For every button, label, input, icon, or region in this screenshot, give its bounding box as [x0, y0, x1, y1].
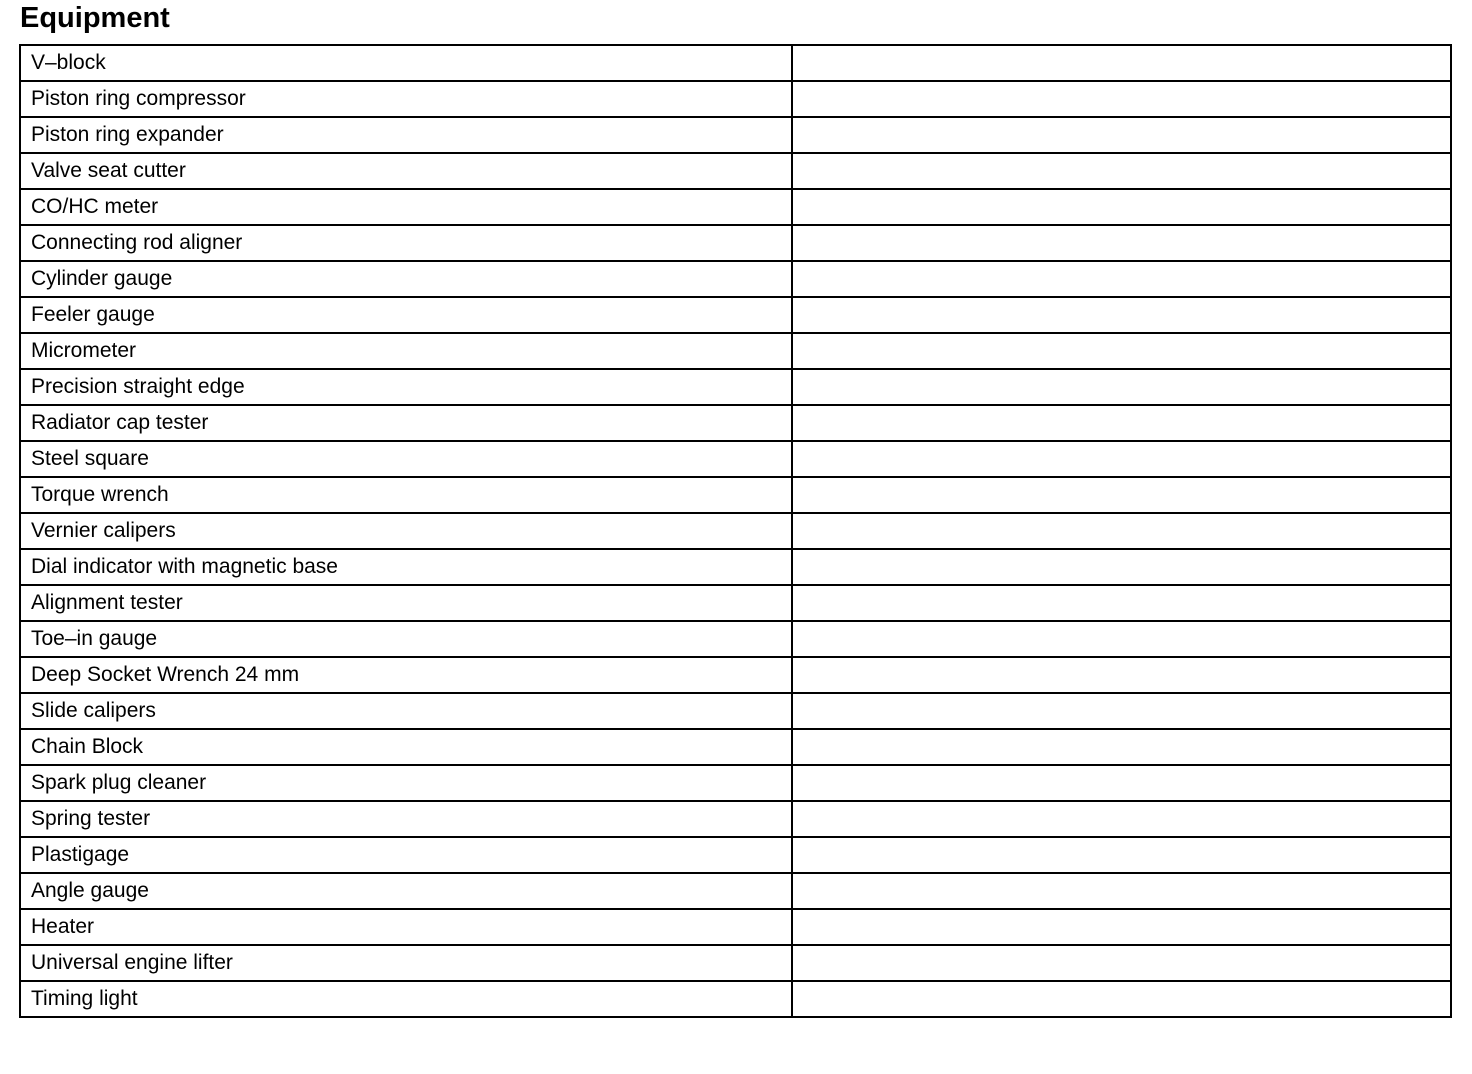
table-row — [20, 45, 1451, 81]
empty-cell — [792, 621, 1451, 657]
equipment-name-cell: V–block — [20, 45, 792, 81]
equipment-table-body — [20, 45, 1451, 1017]
table-row — [20, 873, 1451, 909]
table-row — [20, 621, 1451, 657]
table-row — [20, 261, 1451, 297]
equipment-name-cell: Timing light — [20, 981, 792, 1017]
equipment-name-cell: Radiator cap tester — [20, 405, 792, 441]
empty-cell — [792, 477, 1451, 513]
table-row — [20, 549, 1451, 585]
equipment-name-cell: Piston ring expander — [20, 117, 792, 153]
table-row — [20, 657, 1451, 693]
empty-cell — [792, 837, 1451, 873]
equipment-name-cell: Steel square — [20, 441, 792, 477]
equipment-name-cell: Universal engine lifter — [20, 945, 792, 981]
equipment-name-cell: Vernier calipers — [20, 513, 792, 549]
table-row — [20, 513, 1451, 549]
equipment-name-cell: CO/HC meter — [20, 189, 792, 225]
table-row — [20, 441, 1451, 477]
table-row — [20, 981, 1451, 1017]
empty-cell — [792, 261, 1451, 297]
table-row — [20, 189, 1451, 225]
table-row — [20, 585, 1451, 621]
table-row — [20, 369, 1451, 405]
page-title: Equipment — [20, 2, 170, 34]
table-row — [20, 81, 1451, 117]
empty-cell — [792, 189, 1451, 225]
table-row — [20, 801, 1451, 837]
empty-cell — [792, 405, 1451, 441]
equipment-name-cell: Torque wrench — [20, 477, 792, 513]
table-row — [20, 333, 1451, 369]
equipment-name-cell: Toe–in gauge — [20, 621, 792, 657]
equipment-name-cell: Alignment tester — [20, 585, 792, 621]
equipment-name-cell: Spark plug cleaner — [20, 765, 792, 801]
empty-cell — [792, 45, 1451, 81]
empty-cell — [792, 513, 1451, 549]
equipment-name-cell: Feeler gauge — [20, 297, 792, 333]
empty-cell — [792, 585, 1451, 621]
empty-cell — [792, 873, 1451, 909]
empty-cell — [792, 657, 1451, 693]
empty-cell — [792, 981, 1451, 1017]
empty-cell — [792, 81, 1451, 117]
empty-cell — [792, 153, 1451, 189]
empty-cell — [792, 765, 1451, 801]
empty-cell — [792, 909, 1451, 945]
empty-cell — [792, 693, 1451, 729]
equipment-name-cell: Connecting rod aligner — [20, 225, 792, 261]
table-row — [20, 729, 1451, 765]
equipment-name-cell: Micrometer — [20, 333, 792, 369]
empty-cell — [792, 297, 1451, 333]
table-row — [20, 945, 1451, 981]
equipment-name-cell: Dial indicator with magnetic base — [20, 549, 792, 585]
table-row — [20, 477, 1451, 513]
table-row — [20, 765, 1451, 801]
empty-cell — [792, 117, 1451, 153]
equipment-table — [19, 44, 1452, 1018]
equipment-name-cell: Precision straight edge — [20, 369, 792, 405]
empty-cell — [792, 333, 1451, 369]
equipment-name-cell: Piston ring compressor — [20, 81, 792, 117]
empty-cell — [792, 801, 1451, 837]
equipment-name-cell: Spring tester — [20, 801, 792, 837]
table-row — [20, 909, 1451, 945]
empty-cell — [792, 945, 1451, 981]
equipment-name-cell: Chain Block — [20, 729, 792, 765]
table-row — [20, 837, 1451, 873]
empty-cell — [792, 369, 1451, 405]
table-row — [20, 693, 1451, 729]
equipment-name-cell: Valve seat cutter — [20, 153, 792, 189]
table-row — [20, 225, 1451, 261]
empty-cell — [792, 729, 1451, 765]
equipment-name-cell: Slide calipers — [20, 693, 792, 729]
table-row — [20, 405, 1451, 441]
table-row — [20, 117, 1451, 153]
equipment-name-cell: Cylinder gauge — [20, 261, 792, 297]
equipment-name-cell: Plastigage — [20, 837, 792, 873]
empty-cell — [792, 441, 1451, 477]
empty-cell — [792, 225, 1451, 261]
table-row — [20, 153, 1451, 189]
empty-cell — [792, 549, 1451, 585]
table-row — [20, 297, 1451, 333]
equipment-name-cell: Deep Socket Wrench 24 mm — [20, 657, 792, 693]
equipment-name-cell: Heater — [20, 909, 792, 945]
equipment-name-cell: Angle gauge — [20, 873, 792, 909]
